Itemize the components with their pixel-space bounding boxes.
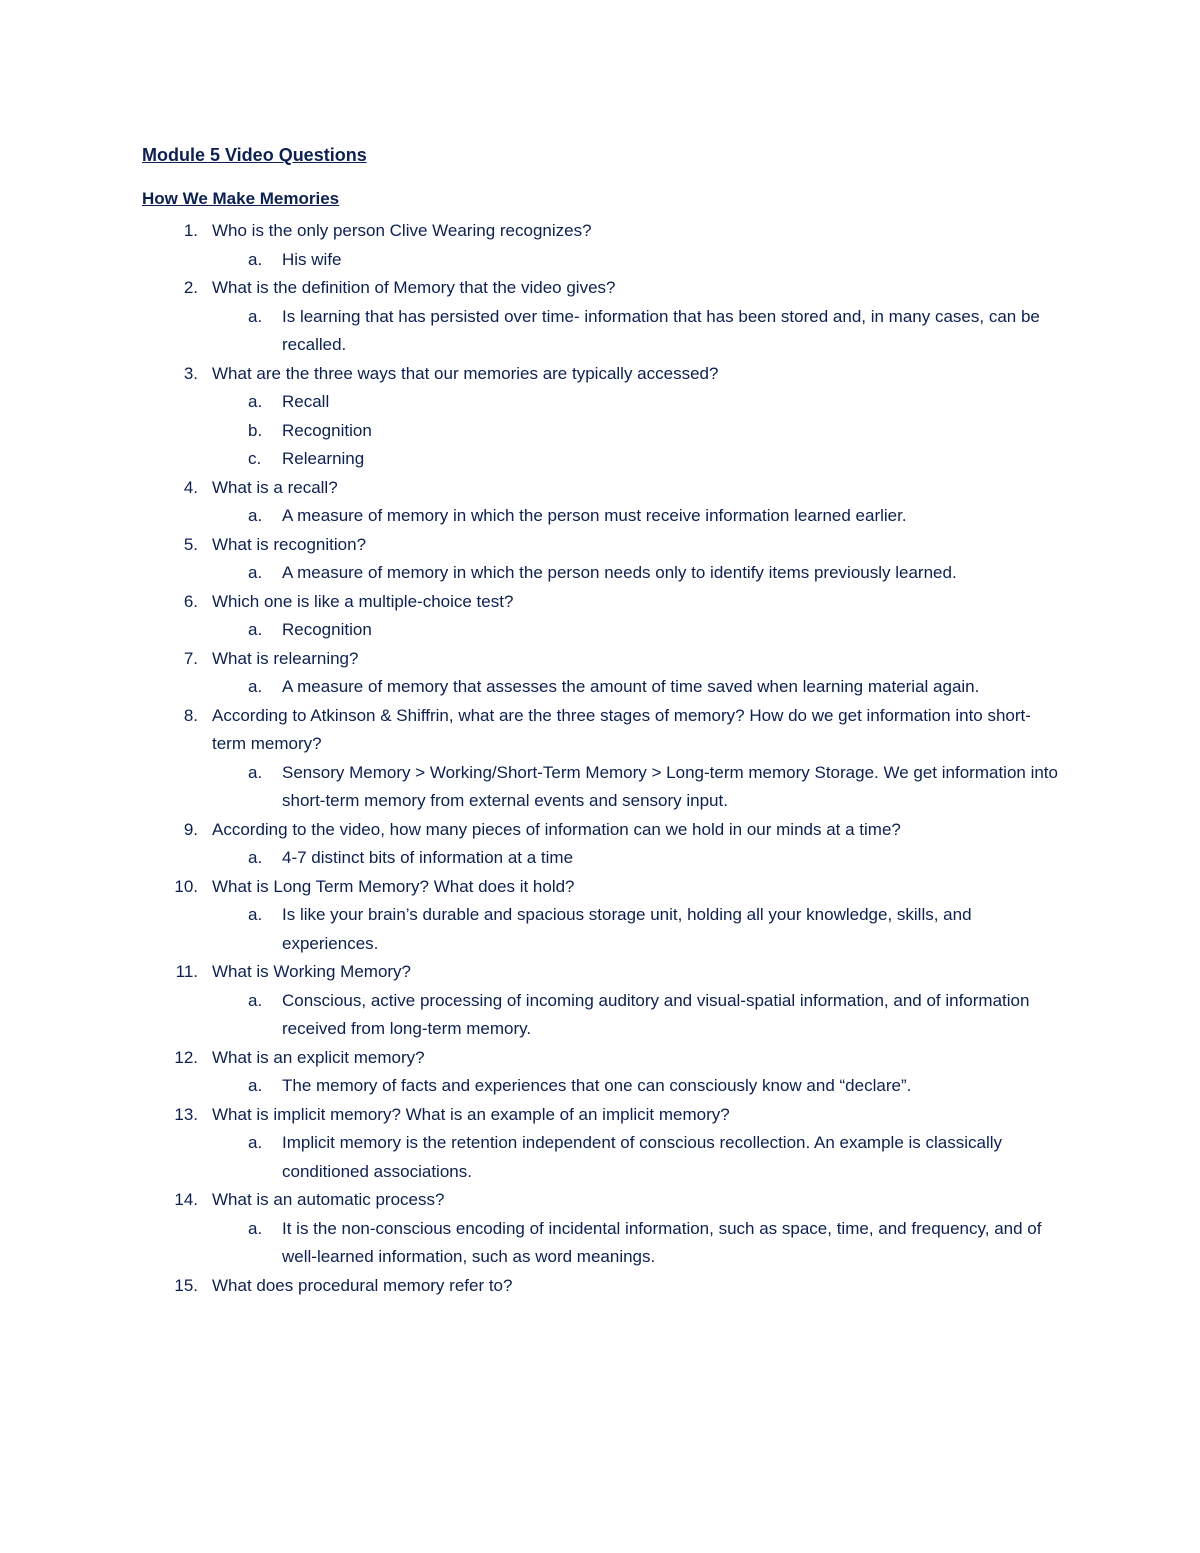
answer-text: Relearning	[282, 449, 365, 468]
answer-text: Is like your brain’s durable and spacious storage unit, holding all your knowledge, skills, and experiences.	[282, 905, 972, 953]
answer-letter: a.	[248, 249, 263, 269]
answer-list	[212, 1072, 1062, 1101]
question-number: 5.	[183, 534, 198, 554]
question-text: According to Atkinson & Shiffrin, what are the three stages of memory? How do we get information into short-term memory?	[212, 705, 1031, 753]
question-item	[142, 588, 1062, 645]
answer-text: A measure of memory in which the person must receive information learned earlier.	[282, 506, 907, 525]
question-text: What is relearning?	[212, 648, 359, 668]
question-text: What is Long Term Memory? What does it hold?	[212, 876, 575, 896]
answer-text: Recognition	[282, 420, 372, 440]
answer-item	[212, 1129, 1062, 1186]
question-text: What is a recall?	[212, 477, 338, 497]
answer-letter: a.	[248, 392, 263, 411]
answer-list	[212, 844, 1062, 873]
question-text: What is Working Memory?	[212, 962, 412, 981]
answer-list	[212, 616, 1062, 645]
answer-list	[212, 987, 1062, 1044]
answer-item	[212, 844, 1062, 873]
answer-item	[212, 559, 1062, 588]
answer-item	[212, 502, 1062, 531]
question-text: What are the three ways that our memories are typically accessed?	[212, 363, 719, 383]
answer-item	[212, 759, 1062, 816]
answer-letter: a.	[248, 563, 263, 582]
question-number: 2.	[183, 278, 198, 297]
section-heading: How We Make Memories	[142, 189, 340, 208]
question-number: 13.	[174, 1104, 198, 1124]
answer-item	[212, 1072, 1062, 1101]
answer-item	[212, 417, 1062, 446]
question-text: What does procedural memory refer to?	[212, 1275, 513, 1295]
question-item	[142, 816, 1062, 873]
answer-letter: a.	[248, 620, 263, 639]
question-text: What is implicit memory? What is an example of an implicit memory?	[212, 1104, 730, 1124]
answer-item	[212, 901, 1062, 958]
question-list	[142, 217, 1062, 1300]
question-number: 4.	[183, 477, 198, 497]
answer-list	[212, 246, 1062, 275]
question-number: 11.	[175, 962, 198, 981]
answer-text: A measure of memory in which the person needs only to identify items previously learned.	[282, 563, 957, 582]
question-text: Which one is like a multiple-choice test?	[212, 591, 514, 611]
question-item	[142, 217, 1062, 274]
question-number: 12.	[174, 1047, 198, 1067]
answer-item	[212, 303, 1062, 360]
document-body	[142, 140, 1062, 1300]
answer-text: The memory of facts and experiences that one can consciously know and “declare”.	[282, 1076, 912, 1095]
answer-text: Conscious, active processing of incoming auditory and visual-spatial information, and of information received from long-term memory.	[282, 990, 1030, 1038]
question-number: 3.	[183, 363, 198, 383]
question-item	[142, 274, 1062, 360]
document-title: Module 5 Video Questions	[142, 145, 367, 165]
question-item	[142, 1186, 1062, 1272]
answer-letter: a.	[248, 677, 263, 696]
answer-letter: a.	[248, 1076, 263, 1095]
answer-text: Is learning that has persisted over time- information that has been stored and, in many cases, can be recalled.	[282, 306, 1040, 354]
answer-item	[212, 388, 1062, 417]
answer-list	[212, 559, 1062, 588]
answer-letter: c.	[248, 449, 262, 468]
question-number: 1.	[183, 221, 198, 240]
question-item	[142, 873, 1062, 959]
question-item	[142, 958, 1062, 1044]
question-number: 10.	[174, 876, 198, 896]
answer-list	[212, 388, 1062, 474]
answer-list	[212, 901, 1062, 958]
answer-letter: a.	[248, 990, 263, 1010]
question-number: 14.	[174, 1190, 198, 1209]
answer-letter: a.	[248, 1218, 263, 1238]
question-item	[142, 1101, 1062, 1187]
answer-list	[212, 303, 1062, 360]
question-item	[142, 531, 1062, 588]
answer-item	[212, 1215, 1062, 1272]
question-item	[142, 1272, 1062, 1301]
answer-text: A measure of memory that assesses the amount of time saved when learning material again.	[282, 677, 980, 696]
answer-text: Recognition	[282, 620, 372, 639]
answer-item	[212, 616, 1062, 645]
answer-text: Recall	[282, 392, 330, 411]
question-number: 15.	[174, 1275, 198, 1295]
question-item	[142, 474, 1062, 531]
answer-item	[212, 673, 1062, 702]
answer-item	[212, 445, 1062, 474]
answer-text: Implicit memory is the retention independent of conscious recollection. An example is classically conditioned associations.	[282, 1133, 1003, 1181]
question-number: 8.	[183, 705, 198, 725]
question-item	[142, 1044, 1062, 1101]
answer-list	[212, 759, 1062, 816]
answer-text: 4-7 distinct bits of information at a time	[282, 848, 574, 867]
answer-list	[212, 502, 1062, 531]
question-text: What is an explicit memory?	[212, 1047, 425, 1067]
question-text: What is the definition of Memory that the video gives?	[212, 278, 616, 297]
question-number: 7.	[183, 648, 198, 668]
answer-letter: a.	[248, 1133, 263, 1152]
answer-list	[212, 1215, 1062, 1272]
answer-list	[212, 673, 1062, 702]
answer-item	[212, 246, 1062, 275]
answer-letter: b.	[248, 420, 263, 440]
answer-letter: a.	[248, 905, 263, 924]
question-text: Who is the only person Clive Wearing recognizes?	[212, 221, 592, 240]
question-text: According to the video, how many pieces of information can we hold in our minds at a time?	[212, 819, 901, 839]
question-number: 9.	[183, 819, 198, 839]
answer-text: It is the non-conscious encoding of incidental information, such as space, time, and frequency, and of well-learned information, such as word meanings.	[282, 1218, 1042, 1266]
question-item	[142, 360, 1062, 474]
question-item	[142, 645, 1062, 702]
answer-text: Sensory Memory > Working/Short-Term Memory > Long-term memory Storage. We get information into short-term memory from external events and sensory input.	[282, 762, 1058, 810]
answer-item	[212, 987, 1062, 1044]
answer-letter: a.	[248, 506, 263, 525]
answer-letter: a.	[248, 306, 263, 326]
answer-list	[212, 1129, 1062, 1186]
question-number: 6.	[183, 591, 198, 611]
question-text: What is recognition?	[212, 534, 367, 554]
question-item	[142, 702, 1062, 816]
answer-text: His wife	[282, 249, 342, 269]
answer-letter: a.	[248, 848, 263, 867]
question-text: What is an automatic process?	[212, 1190, 445, 1209]
answer-letter: a.	[248, 762, 263, 782]
